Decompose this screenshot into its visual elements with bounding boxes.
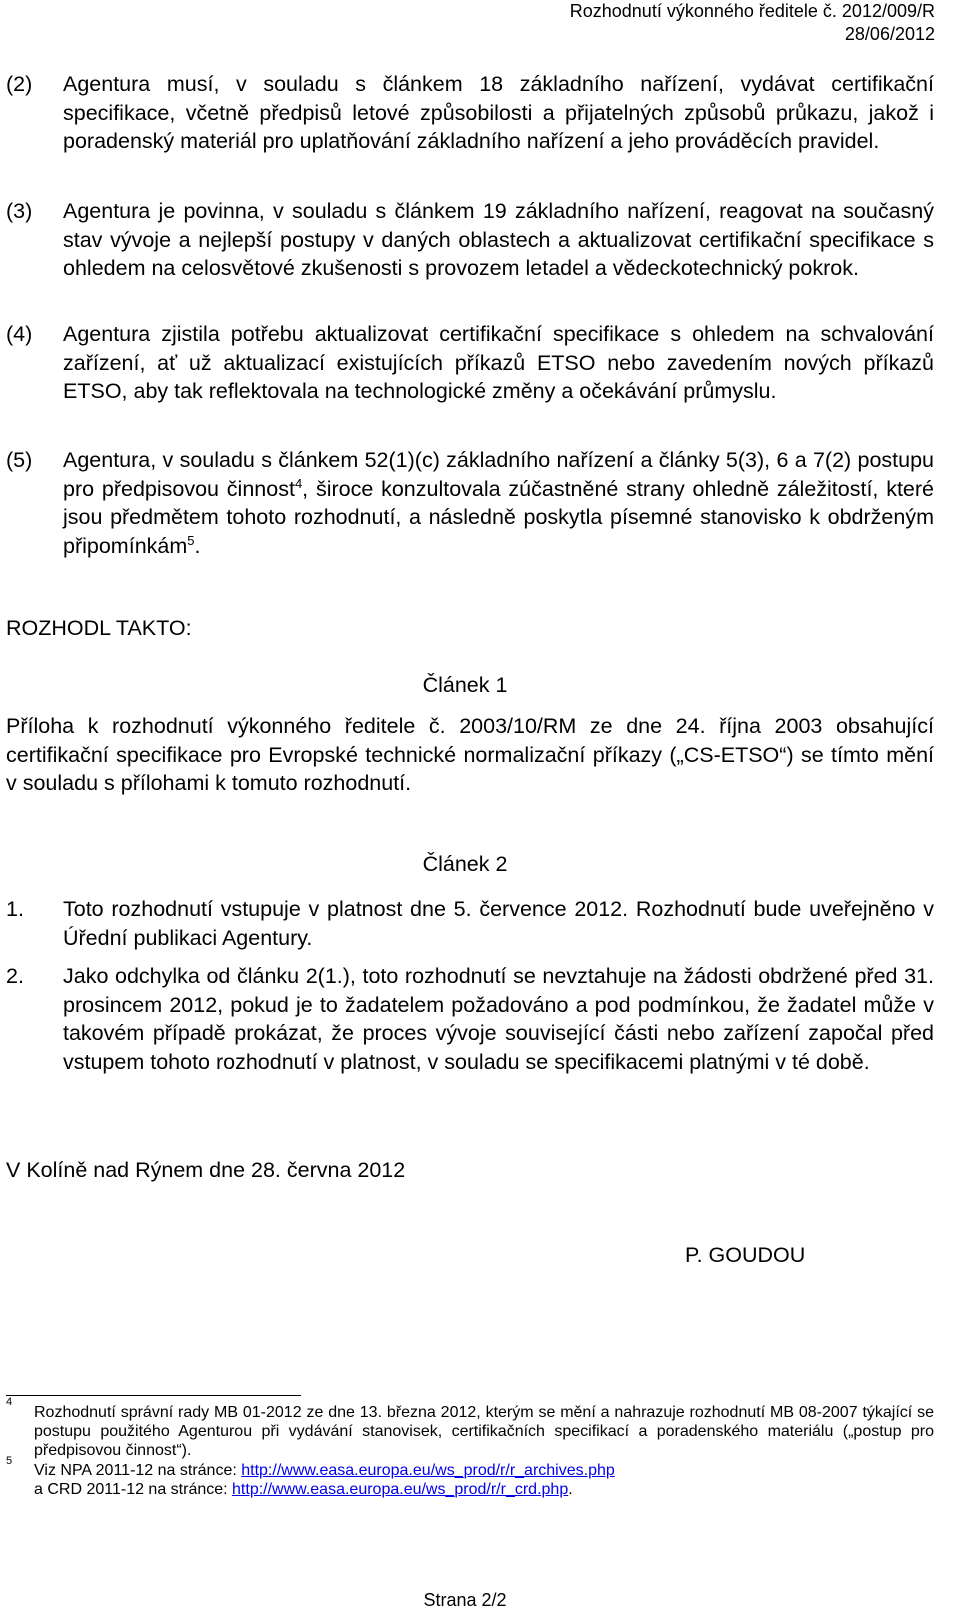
recital-2 [6, 70, 934, 156]
page-number: Strana 2/2 [423, 1590, 507, 1610]
crd-link[interactable]: http://www.easa.europa.eu/ws_prod/r/r_crd.php [232, 1481, 569, 1498]
item-text: Jako odchylka od článku 2(1.), toto rozhodnutí se nevztahuje na žádosti obdržené před 31. prosincem 2012, pokud je to žadatelem požadováno a pod podmínkou, že žadatel může v takovém případě prokázat, že proces vývoje související části nebo zařízení započal před vstupem tohoto rozhodnutí v platnost, v souladu se specifikacemi platnými v té době. [63, 964, 934, 1074]
footnote-ref-5[interactable]: 5 [187, 532, 195, 548]
recital-number: (5) [6, 448, 33, 472]
recital-text: Agentura je povinna, v souladu s článkem 19 základního nařízení, reagovat na současný stav vývoje a nejlepší postupy v daných oblastech a aktualizovat certifikační specifikace s ohledem na celosvětové zkušenosti s provozem letadel a vědeckotechnický pokrok. [63, 199, 934, 280]
item-text: Toto rozhodnutí vstupuje v platnost dne 5. července 2012. Rozhodnutí bude uveřejněno v Úřední publikaci Agentury. [63, 897, 934, 950]
footnote-text [34, 1461, 934, 1499]
article-1-title: Článek 1 [422, 673, 508, 697]
recital-text-part: . [194, 533, 201, 558]
recital-4 [6, 320, 934, 406]
footnote-5 [6, 1455, 934, 1499]
recital-number: (4) [6, 322, 33, 346]
article-1-text: Příloha k rozhodnutí výkonného ředitele č. 2003/10/RM ze dne 24. října 2003 obsahující certifikační specifikace pro Evropské technické normalizační příkazy („CS-ETSO“) se tímto mění v souladu s přílohami k tomuto rozhodnutí. [6, 714, 934, 795]
recital-number: (3) [6, 199, 33, 223]
article-2-item-1 [6, 895, 934, 952]
recital-number: (2) [6, 72, 33, 96]
place-date: V Kolíně nad Rýnem dne 28. června 2012 [6, 1158, 406, 1182]
footnote-4 [6, 1396, 934, 1460]
footnote-text-part: Viz NPA 2011-12 na stránce: [34, 1462, 242, 1479]
article-2-item-2 [6, 962, 934, 1076]
recital-text-part: , široce konzultovala zúčastněné strany ohledně záležitostí, které jsou předmětem tohoto rozhodnutí, a následně poskytla písemné stanovisko k obdrženým připomínkám [63, 476, 935, 558]
footnote-ref-4[interactable]: 4 [294, 475, 303, 491]
item-number: 1. [6, 897, 24, 921]
header-date: 28/06/2012 [844, 24, 935, 44]
recital-text-part: Agentura, v souladu s článkem 52(1)(c) základního nařízení a články 5(3), 6 a 7(2) postupu pro předpisovou činnost [63, 448, 934, 501]
footnote-number: 4 [6, 1396, 13, 1408]
recital-text [63, 446, 934, 560]
decision-heading: ROZHODL TAKTO: [6, 616, 192, 640]
footnote-text-part: . [568, 1481, 573, 1498]
recital-text: Agentura musí, v souladu s článkem 18 základního nařízení, vydávat certifikační specifikace, včetně předpisů letové způsobilosti a přijatelných způsobů průkazu, jakož i poradenský materiál pro uplatňování základního nařízení a jeho prováděcích pravidel. [63, 72, 934, 153]
header-doc-ref: Rozhodnutí výkonného ředitele č. 2012/009/R [569, 1, 935, 21]
article-2-title: Článek 2 [422, 852, 508, 876]
footnote-number: 5 [6, 1455, 13, 1467]
recital-text: Agentura zjistila potřebu aktualizovat certifikační specifikace s ohledem na schvalování zařízení, ať už aktualizací existujících příkazů ETSO nebo zavedením nových příkazů ETSO, aby tak reflektovala na technologické změny a očekávání průmyslu. [63, 322, 934, 403]
item-number: 2. [6, 964, 24, 988]
footnote-text-part: a CRD 2011-12 na stránce: [34, 1481, 233, 1498]
footnote-text: Rozhodnutí správní rady MB 01-2012 ze dne 13. března 2012, kterým se mění a nahrazuje rozhodnutí MB 08-2007 týkající se postupu použitého Agenturou při vydávání stanovisek, certifikačních specifikací a poradenského materiálu („postup pro předpisovou činnost“). [34, 1404, 934, 1459]
signatory: P. GOUDOU [685, 1243, 806, 1267]
footnote-separator [6, 1395, 301, 1396]
npa-link[interactable]: http://www.easa.europa.eu/ws_prod/r/r_archives.php [241, 1462, 615, 1479]
recital-5 [6, 446, 934, 560]
recital-3 [6, 197, 934, 283]
